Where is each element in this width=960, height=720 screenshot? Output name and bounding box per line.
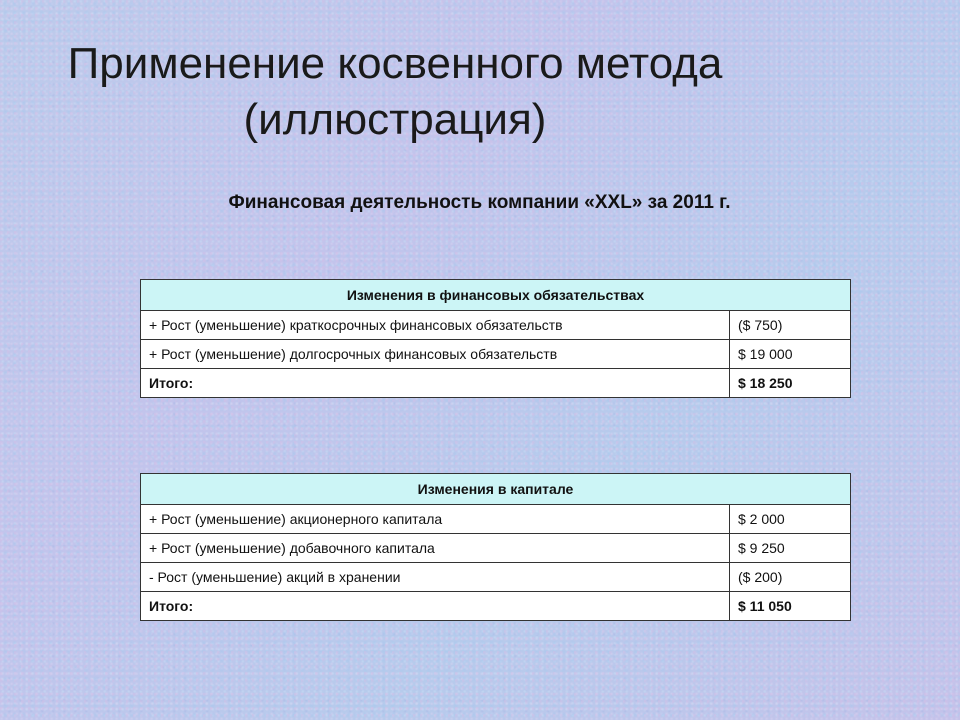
total-label: Итого: — [141, 369, 730, 398]
total-label: Итого: — [141, 592, 730, 621]
table-row — [141, 563, 851, 592]
row-value: $ 9 250 — [730, 534, 851, 563]
table-row — [141, 311, 851, 340]
total-row — [141, 592, 851, 621]
row-label: - Рост (уменьшение) акций в хранении — [141, 563, 730, 592]
subtitle-text: Финансовая деятельность компании «XXL» за 2011 г. — [228, 192, 731, 213]
capital-table — [140, 473, 851, 621]
total-value: $ 11 050 — [730, 592, 851, 621]
capital-table-header: Изменения в капитале — [141, 474, 851, 505]
table-header-row — [141, 280, 851, 311]
table-row — [141, 340, 851, 369]
table-row — [141, 534, 851, 563]
slide-title-line-1: Применение косвенного метода — [67, 39, 723, 88]
table-row — [141, 505, 851, 534]
total-value: $ 18 250 — [730, 369, 851, 398]
row-value: ($ 200) — [730, 563, 851, 592]
slide-subtitle — [0, 192, 960, 214]
row-value: ($ 750) — [730, 311, 851, 340]
row-label: + Рост (уменьшение) краткосрочных финансовых обязательств — [141, 311, 730, 340]
liabilities-table — [140, 279, 851, 398]
total-row — [141, 369, 851, 398]
slide-title — [0, 36, 790, 148]
row-label: + Рост (уменьшение) акционерного капитала — [141, 505, 730, 534]
table-header-row — [141, 474, 851, 505]
row-value: $ 2 000 — [730, 505, 851, 534]
slide-title-line-2: (иллюстрация) — [243, 95, 547, 144]
row-label: + Рост (уменьшение) добавочного капитала — [141, 534, 730, 563]
liabilities-table-header: Изменения в финансовых обязательствах — [141, 280, 851, 311]
row-value: $ 19 000 — [730, 340, 851, 369]
row-label: + Рост (уменьшение) долгосрочных финансовых обязательств — [141, 340, 730, 369]
